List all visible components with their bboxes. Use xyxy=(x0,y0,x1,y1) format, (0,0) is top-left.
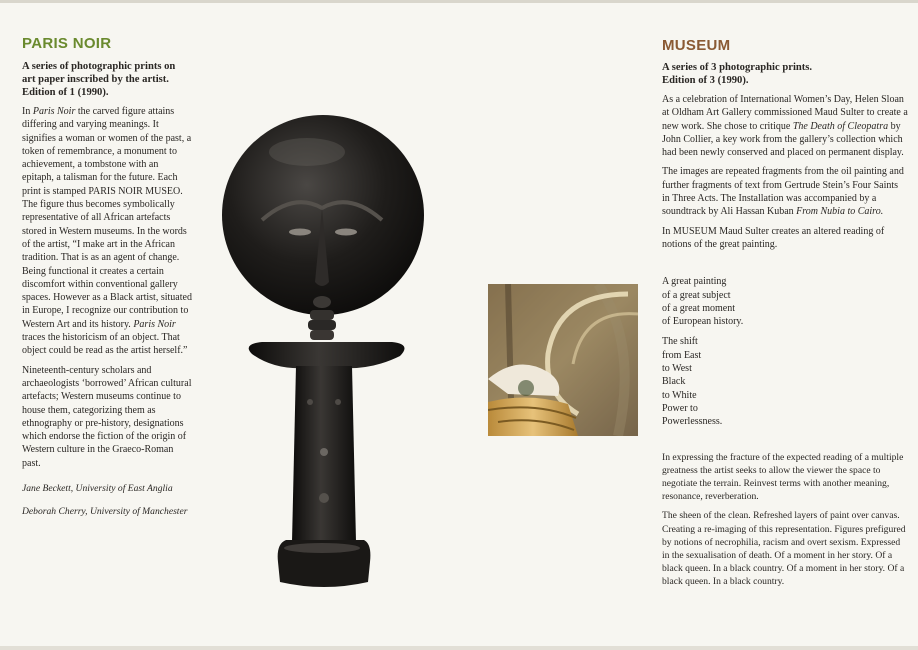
museum-paragraph-3: In MUSEUM Maud Sulter creates an altered reading of notions of the great painting. xyxy=(662,225,885,250)
poem-stanza-1 xyxy=(662,275,908,328)
paris-noir-subtitle xyxy=(22,60,192,99)
poem-line: The shift xyxy=(662,336,698,348)
museum-title: MUSEUM xyxy=(662,37,731,54)
akuaba-figure-image xyxy=(222,112,428,590)
poem-line: from East xyxy=(662,349,702,361)
poem-line: to White xyxy=(662,389,697,401)
paris-noir-paragraph-2: Nineteenth-century scholars and archaeologists ‘borrowed’ African cultural artefacts; Western museums continue to house them, categorizing them as ethnography or pre-history, designations which endorse the fiction of the origin of Western culture in the Graeco-Roman past. xyxy=(22,364,192,469)
subtitle-line: A series of 3 photographic prints. xyxy=(662,62,813,73)
subtitle-line: art paper inscribed by the artist. xyxy=(22,74,169,85)
museum-text xyxy=(662,61,908,595)
museum-paragraph-1: As a celebration of International Women’s Day, Helen Sloan at Oldham Art Gallery commissioned Maud Sulter to create a new work. She chose to critique The Death of Cleopatra by John Collier, a key work from the gallery’s collection which had been newly conserved and placed on permanent display. xyxy=(662,94,908,159)
top-edge xyxy=(0,0,918,3)
museum-paragraph-5: The sheen of the clean. Refreshed layers of paint over canvas. Creating a re-imaging of this representation. Figures prefigured by notions of necrophilia, racism and overt sexism. Expressed in the sexualisation of death. Of a moment in her story. Of a black queen. In a black country. Of a moment in her story. Of a black queen. In a black country. xyxy=(662,510,906,588)
paris-noir-paragraph-1: In Paris Noir the carved figure attains differing and varying meanings. It signifies a woman or women of the past, a token of remembrance, a monument to achievement, a tombstone with an epitaph, a talisman for the future. Each print is stamped PARIS NOIR MUSEO. The figure thus becomes symbolically representative of all African artefacts stored in Western museums. In the words of the artist, “I make art in the African tradition. That is as an agent of change. Being functional it creates a certain discomfort within conventional gallery spaces. However as a Black artist, situated in Europe, I recognize our contribution to Western Art and its history. Paris Noir traces the historicism of an object. That object could be read as the artist herself.” xyxy=(22,106,192,357)
museum-paragraph-2: The images are repeated fragments from the oil painting and further fragments of text from Gertrude Stein’s Four Saints in Three Acts. The Installation was accompanied by a soundtrack by Ali Hassan Kuban From Nubia to Cairo. xyxy=(662,166,904,218)
poem-line: Black xyxy=(662,376,686,388)
poem-line: Power to xyxy=(662,402,698,414)
poem-stanza-2 xyxy=(662,335,908,428)
author-credit: Jane Beckett, University of East Anglia xyxy=(22,483,173,495)
poem-line: of a great moment xyxy=(662,302,736,314)
poem-line: of a great subject xyxy=(662,289,731,301)
poem-line: Powerlessness. xyxy=(662,416,723,428)
poem-line: A great painting xyxy=(662,276,727,288)
subtitle-line: A series of photographic prints on xyxy=(22,61,176,72)
subtitle-line: Edition of 3 (1990). xyxy=(662,75,749,86)
paris-noir-text xyxy=(22,60,192,529)
paris-noir-title: PARIS NOIR xyxy=(22,35,112,52)
bottom-edge xyxy=(0,646,918,650)
author-credit: Deborah Cherry, University of Manchester xyxy=(22,506,188,518)
subtitle-line: Edition of 1 (1990). xyxy=(22,87,109,98)
poem-line: to West xyxy=(662,363,692,375)
museum-paragraph-4: In expressing the fracture of the expected reading of a multiple greatness the artist seeks to allow the viewer the space to negotiate the terrain. Reinvest terms with another meaning, resonance, reverberation. xyxy=(662,451,904,503)
museum-subtitle xyxy=(662,61,908,87)
poem-line: of European history. xyxy=(662,316,744,328)
cleopatra-painting-fragment-image xyxy=(488,284,638,436)
